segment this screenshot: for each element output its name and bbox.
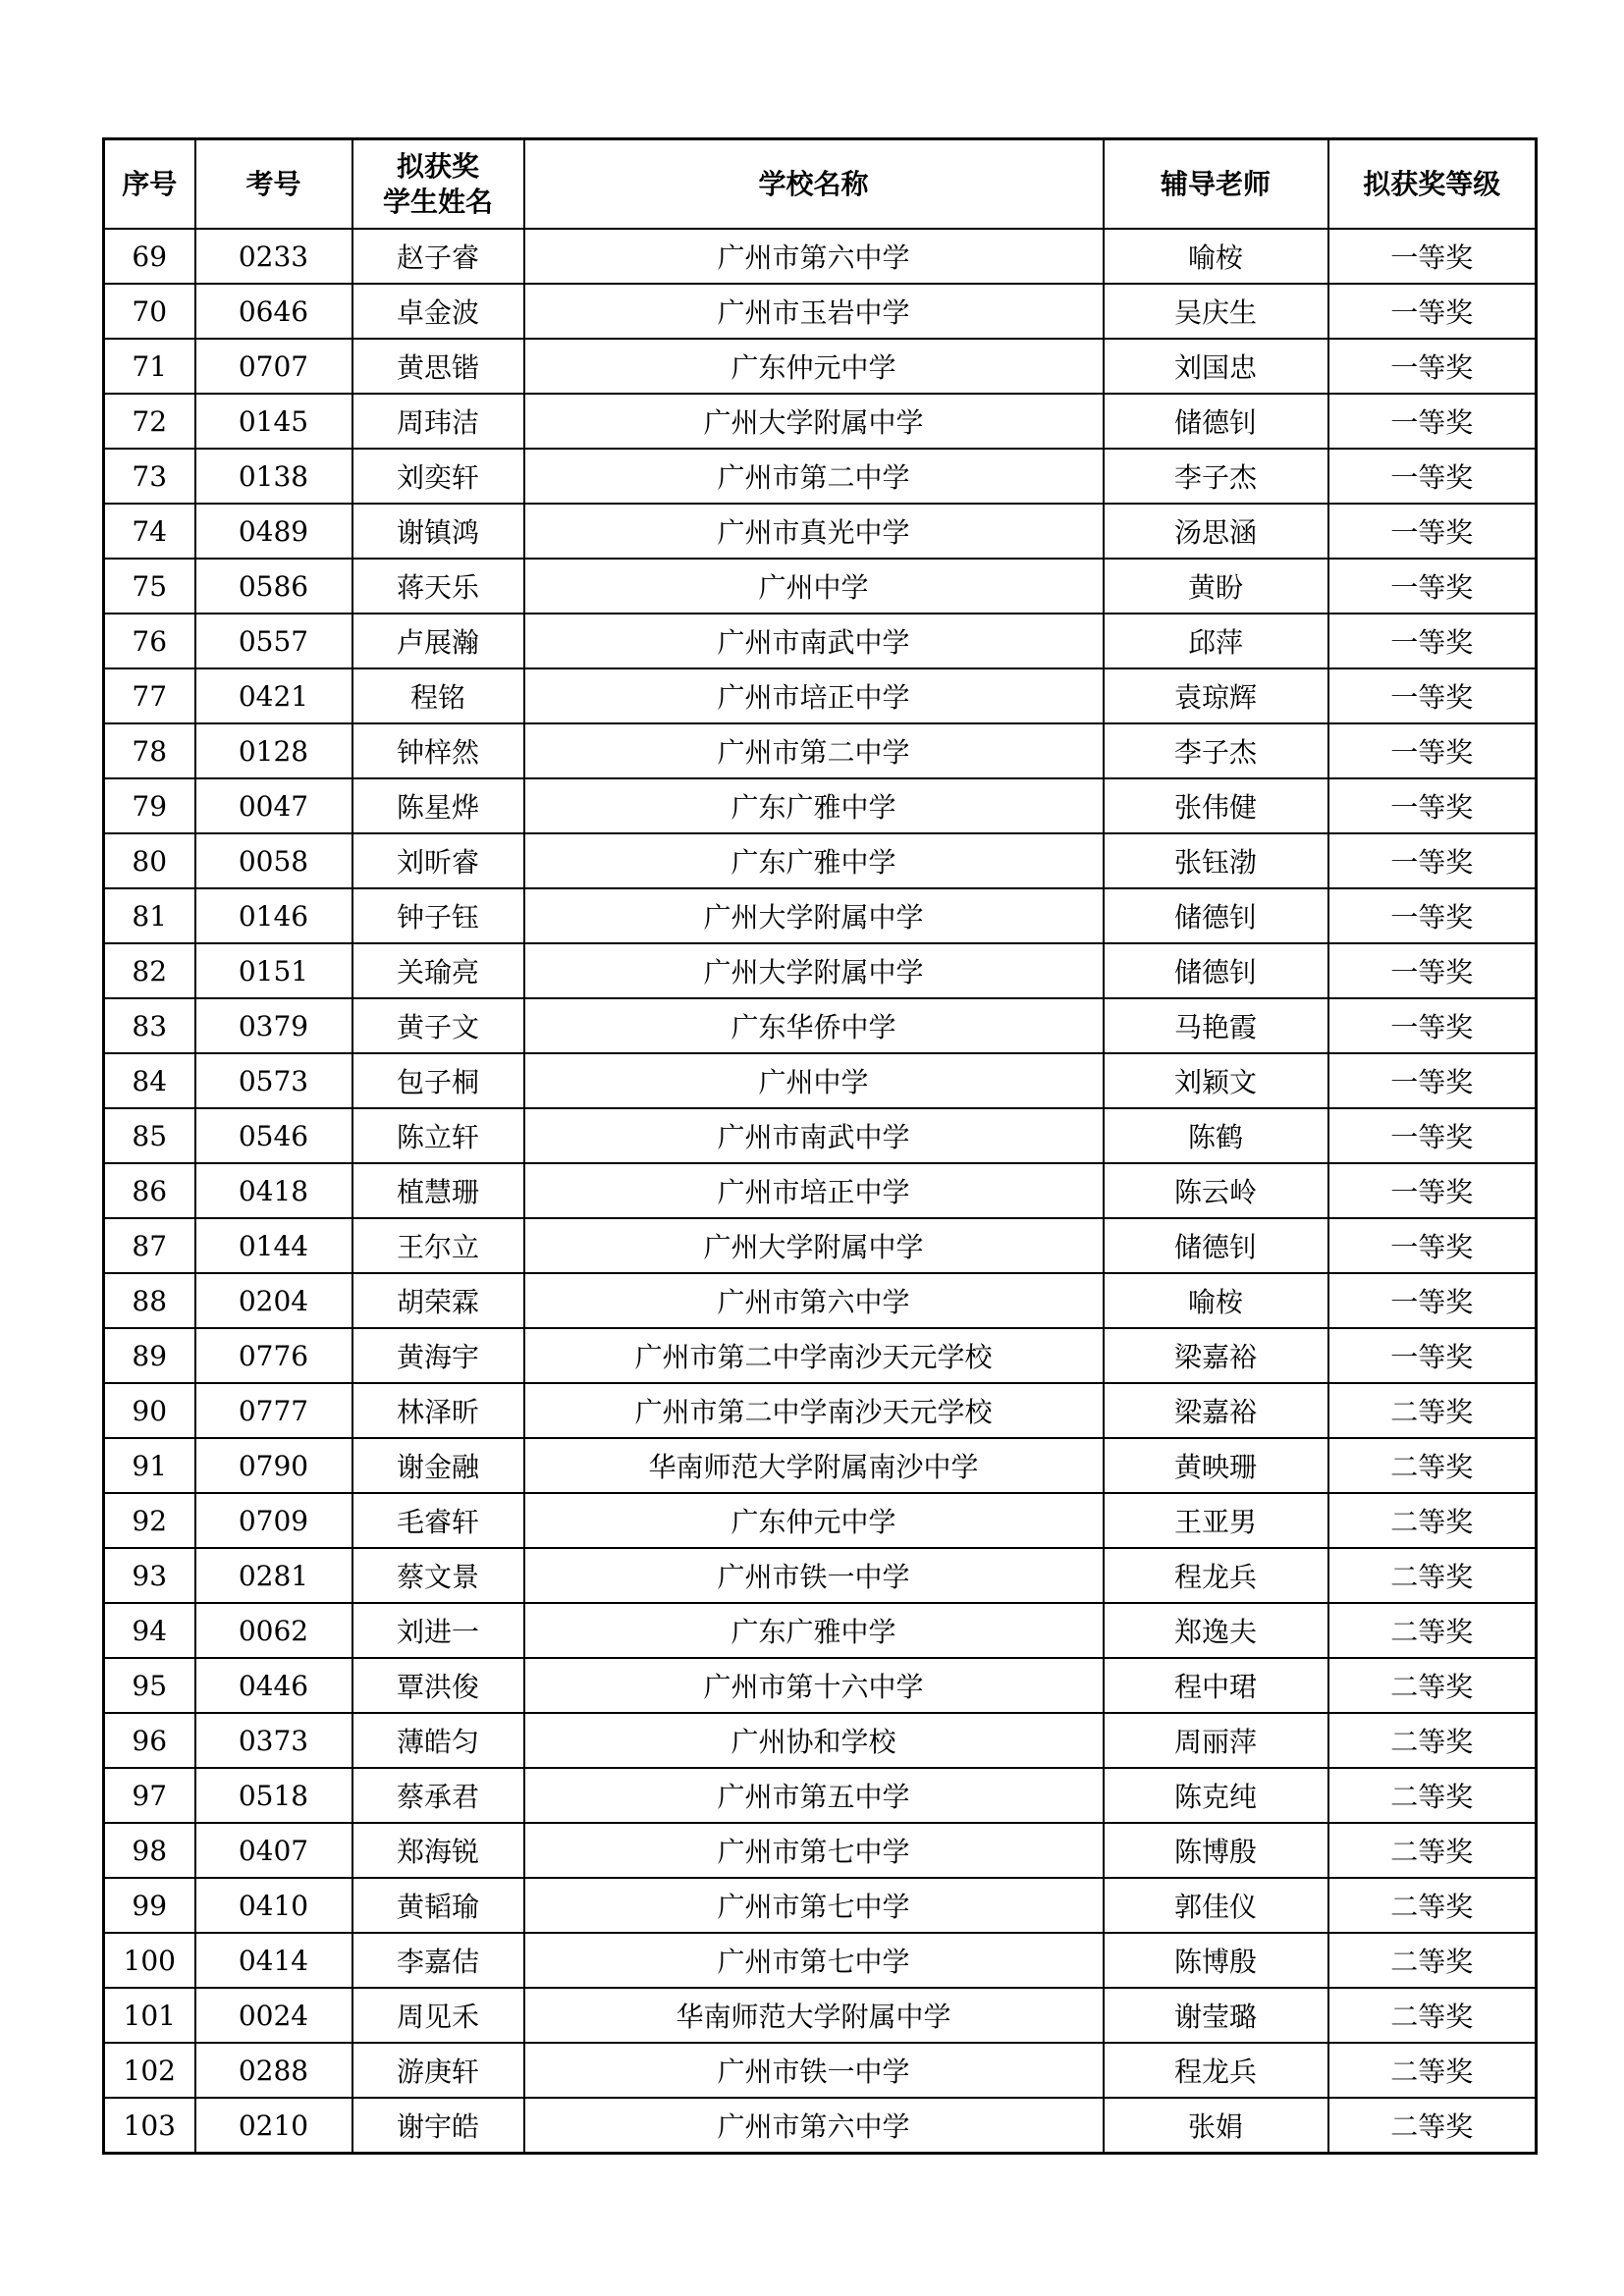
cell-school: 广州市第六中学 xyxy=(524,2098,1104,2154)
cell-student-name: 周玮洁 xyxy=(352,394,524,449)
cell-award-level: 一等奖 xyxy=(1328,394,1537,449)
cell-award-level: 一等奖 xyxy=(1328,998,1537,1053)
cell-award-level: 一等奖 xyxy=(1328,668,1537,723)
cell-school: 广州市第七中学 xyxy=(524,1878,1104,1933)
table-row xyxy=(104,1933,1537,1988)
cell-teacher: 程龙兵 xyxy=(1104,2043,1328,2098)
cell-award-level: 二等奖 xyxy=(1328,1933,1537,1988)
cell-student-name: 关瑜亮 xyxy=(352,943,524,998)
cell-exam-no: 0024 xyxy=(195,1988,352,2043)
cell-seq: 71 xyxy=(104,339,195,394)
cell-teacher: 周丽萍 xyxy=(1104,1713,1328,1768)
table-row xyxy=(104,1053,1537,1108)
cell-school: 广州大学附属中学 xyxy=(524,943,1104,998)
header-award-level: 拟获奖等级 xyxy=(1328,139,1537,230)
cell-award-level: 一等奖 xyxy=(1328,943,1537,998)
cell-seq: 96 xyxy=(104,1713,195,1768)
cell-student-name: 谢镇鸿 xyxy=(352,504,524,559)
cell-exam-no: 0707 xyxy=(195,339,352,394)
cell-seq: 86 xyxy=(104,1163,195,1218)
cell-seq: 82 xyxy=(104,943,195,998)
cell-teacher: 储德钊 xyxy=(1104,943,1328,998)
cell-teacher: 吴庆生 xyxy=(1104,284,1328,339)
cell-seq: 78 xyxy=(104,723,195,778)
cell-award-level: 二等奖 xyxy=(1328,1768,1537,1823)
table-row xyxy=(104,394,1537,449)
cell-school: 广州市真光中学 xyxy=(524,504,1104,559)
table-row xyxy=(104,1438,1537,1493)
cell-student-name: 陈星烨 xyxy=(352,778,524,833)
cell-student-name: 蔡承君 xyxy=(352,1768,524,1823)
cell-seq: 90 xyxy=(104,1383,195,1438)
award-list-table xyxy=(102,137,1538,2155)
cell-student-name: 薄皓匀 xyxy=(352,1713,524,1768)
cell-teacher: 喻桉 xyxy=(1104,1273,1328,1328)
cell-award-level: 一等奖 xyxy=(1328,229,1537,284)
cell-student-name: 谢金融 xyxy=(352,1438,524,1493)
cell-student-name: 卓金波 xyxy=(352,284,524,339)
cell-teacher: 储德钊 xyxy=(1104,394,1328,449)
table-row xyxy=(104,778,1537,833)
cell-student-name: 卢展瀚 xyxy=(352,614,524,668)
cell-school: 广州市铁一中学 xyxy=(524,1548,1104,1603)
cell-exam-no: 0410 xyxy=(195,1878,352,1933)
table-row xyxy=(104,1328,1537,1383)
cell-school: 广州市第二中学南沙天元学校 xyxy=(524,1328,1104,1383)
cell-student-name: 谢宇皓 xyxy=(352,2098,524,2154)
cell-seq: 77 xyxy=(104,668,195,723)
cell-school: 广州中学 xyxy=(524,559,1104,614)
header-student-name-line1: 拟获奖 xyxy=(396,149,479,183)
cell-seq: 102 xyxy=(104,2043,195,2098)
cell-school: 广州市南武中学 xyxy=(524,614,1104,668)
cell-exam-no: 0151 xyxy=(195,943,352,998)
cell-award-level: 一等奖 xyxy=(1328,888,1537,943)
cell-student-name: 刘奕轩 xyxy=(352,449,524,504)
cell-student-name: 赵子睿 xyxy=(352,229,524,284)
cell-school: 广东广雅中学 xyxy=(524,1603,1104,1658)
cell-teacher: 梁嘉裕 xyxy=(1104,1383,1328,1438)
cell-seq: 100 xyxy=(104,1933,195,1988)
header-school: 学校名称 xyxy=(524,139,1104,230)
cell-seq: 98 xyxy=(104,1823,195,1878)
cell-award-level: 二等奖 xyxy=(1328,2098,1537,2154)
table-row xyxy=(104,1273,1537,1328)
cell-school: 广州中学 xyxy=(524,1053,1104,1108)
cell-school: 广州市第五中学 xyxy=(524,1768,1104,1823)
cell-student-name: 黄韬瑜 xyxy=(352,1878,524,1933)
table-row xyxy=(104,2098,1537,2154)
cell-seq: 97 xyxy=(104,1768,195,1823)
cell-award-level: 一等奖 xyxy=(1328,1328,1537,1383)
cell-exam-no: 0586 xyxy=(195,559,352,614)
cell-award-level: 一等奖 xyxy=(1328,1218,1537,1273)
cell-student-name: 周见禾 xyxy=(352,1988,524,2043)
cell-student-name: 王尔立 xyxy=(352,1218,524,1273)
cell-school: 广州市培正中学 xyxy=(524,668,1104,723)
cell-exam-no: 0790 xyxy=(195,1438,352,1493)
cell-teacher: 刘国忠 xyxy=(1104,339,1328,394)
cell-exam-no: 0144 xyxy=(195,1218,352,1273)
cell-school: 广州协和学校 xyxy=(524,1713,1104,1768)
cell-exam-no: 0210 xyxy=(195,2098,352,2154)
cell-exam-no: 0557 xyxy=(195,614,352,668)
cell-teacher: 王亚男 xyxy=(1104,1493,1328,1548)
table-row xyxy=(104,559,1537,614)
cell-exam-no: 0418 xyxy=(195,1163,352,1218)
cell-seq: 81 xyxy=(104,888,195,943)
cell-seq: 84 xyxy=(104,1053,195,1108)
cell-seq: 91 xyxy=(104,1438,195,1493)
cell-student-name: 陈立轩 xyxy=(352,1108,524,1163)
cell-seq: 85 xyxy=(104,1108,195,1163)
cell-exam-no: 0573 xyxy=(195,1053,352,1108)
cell-teacher: 喻桉 xyxy=(1104,229,1328,284)
cell-teacher: 马艳霞 xyxy=(1104,998,1328,1053)
cell-teacher: 袁琼辉 xyxy=(1104,668,1328,723)
cell-school: 广东广雅中学 xyxy=(524,778,1104,833)
cell-award-level: 二等奖 xyxy=(1328,1438,1537,1493)
cell-seq: 92 xyxy=(104,1493,195,1548)
header-teacher: 辅导老师 xyxy=(1104,139,1328,230)
cell-teacher: 陈克纯 xyxy=(1104,1768,1328,1823)
cell-seq: 101 xyxy=(104,1988,195,2043)
cell-exam-no: 0646 xyxy=(195,284,352,339)
cell-teacher: 黄映珊 xyxy=(1104,1438,1328,1493)
cell-school: 广州市第六中学 xyxy=(524,229,1104,284)
cell-school: 广州大学附属中学 xyxy=(524,394,1104,449)
cell-seq: 73 xyxy=(104,449,195,504)
cell-exam-no: 0146 xyxy=(195,888,352,943)
cell-teacher: 储德钊 xyxy=(1104,1218,1328,1273)
cell-award-level: 二等奖 xyxy=(1328,2043,1537,2098)
cell-exam-no: 0777 xyxy=(195,1383,352,1438)
cell-school: 广州市玉岩中学 xyxy=(524,284,1104,339)
cell-exam-no: 0145 xyxy=(195,394,352,449)
cell-school: 华南师范大学附属中学 xyxy=(524,1988,1104,2043)
cell-school: 华南师范大学附属南沙中学 xyxy=(524,1438,1104,1493)
cell-exam-no: 0776 xyxy=(195,1328,352,1383)
table-row xyxy=(104,888,1537,943)
cell-award-level: 二等奖 xyxy=(1328,1988,1537,2043)
cell-exam-no: 0446 xyxy=(195,1658,352,1713)
table-row xyxy=(104,284,1537,339)
table-row xyxy=(104,1108,1537,1163)
cell-student-name: 蒋天乐 xyxy=(352,559,524,614)
cell-award-level: 一等奖 xyxy=(1328,284,1537,339)
cell-teacher: 黄盼 xyxy=(1104,559,1328,614)
cell-school: 广州大学附属中学 xyxy=(524,888,1104,943)
cell-exam-no: 0047 xyxy=(195,778,352,833)
cell-award-level: 一等奖 xyxy=(1328,339,1537,394)
cell-seq: 75 xyxy=(104,559,195,614)
cell-student-name: 包子桐 xyxy=(352,1053,524,1108)
cell-teacher: 储德钊 xyxy=(1104,888,1328,943)
cell-teacher: 刘颖文 xyxy=(1104,1053,1328,1108)
table-row xyxy=(104,339,1537,394)
table-row xyxy=(104,1823,1537,1878)
cell-school: 广东广雅中学 xyxy=(524,833,1104,888)
cell-student-name: 黄海宇 xyxy=(352,1328,524,1383)
cell-teacher: 邱萍 xyxy=(1104,614,1328,668)
table-row xyxy=(104,723,1537,778)
cell-teacher: 陈博殷 xyxy=(1104,1823,1328,1878)
cell-award-level: 二等奖 xyxy=(1328,1878,1537,1933)
cell-award-level: 一等奖 xyxy=(1328,1273,1537,1328)
cell-school: 广州市第二中学 xyxy=(524,449,1104,504)
table-row xyxy=(104,449,1537,504)
cell-teacher: 陈云岭 xyxy=(1104,1163,1328,1218)
cell-student-name: 黄思锴 xyxy=(352,339,524,394)
cell-exam-no: 0138 xyxy=(195,449,352,504)
cell-teacher: 张伟健 xyxy=(1104,778,1328,833)
cell-teacher: 程中珺 xyxy=(1104,1658,1328,1713)
cell-award-level: 二等奖 xyxy=(1328,1383,1537,1438)
cell-exam-no: 0281 xyxy=(195,1548,352,1603)
cell-award-level: 一等奖 xyxy=(1328,559,1537,614)
cell-student-name: 植慧珊 xyxy=(352,1163,524,1218)
cell-exam-no: 0546 xyxy=(195,1108,352,1163)
cell-student-name: 钟子钰 xyxy=(352,888,524,943)
cell-award-level: 一等奖 xyxy=(1328,449,1537,504)
cell-student-name: 蔡文景 xyxy=(352,1548,524,1603)
cell-seq: 76 xyxy=(104,614,195,668)
cell-award-level: 二等奖 xyxy=(1328,1823,1537,1878)
table-row xyxy=(104,1218,1537,1273)
cell-school: 广州市第十六中学 xyxy=(524,1658,1104,1713)
cell-award-level: 二等奖 xyxy=(1328,1548,1537,1603)
cell-school: 广州市第二中学 xyxy=(524,723,1104,778)
cell-teacher: 郑逸夫 xyxy=(1104,1603,1328,1658)
table-row xyxy=(104,1548,1537,1603)
cell-award-level: 一等奖 xyxy=(1328,778,1537,833)
table-row xyxy=(104,1383,1537,1438)
cell-exam-no: 0489 xyxy=(195,504,352,559)
cell-exam-no: 0379 xyxy=(195,998,352,1053)
cell-seq: 99 xyxy=(104,1878,195,1933)
table-body xyxy=(104,229,1537,2154)
cell-school: 广东仲元中学 xyxy=(524,1493,1104,1548)
cell-seq: 69 xyxy=(104,229,195,284)
cell-teacher: 张钰渤 xyxy=(1104,833,1328,888)
header-student-name xyxy=(352,139,524,230)
cell-seq: 83 xyxy=(104,998,195,1053)
cell-seq: 95 xyxy=(104,1658,195,1713)
table-row xyxy=(104,1768,1537,1823)
cell-exam-no: 0204 xyxy=(195,1273,352,1328)
cell-student-name: 郑海锐 xyxy=(352,1823,524,1878)
table-row xyxy=(104,1988,1537,2043)
table-row xyxy=(104,998,1537,1053)
cell-award-level: 一等奖 xyxy=(1328,833,1537,888)
cell-teacher: 梁嘉裕 xyxy=(1104,1328,1328,1383)
table-row xyxy=(104,2043,1537,2098)
cell-exam-no: 0518 xyxy=(195,1768,352,1823)
cell-award-level: 二等奖 xyxy=(1328,1658,1537,1713)
cell-student-name: 覃洪俊 xyxy=(352,1658,524,1713)
cell-seq: 79 xyxy=(104,778,195,833)
cell-award-level: 一等奖 xyxy=(1328,614,1537,668)
cell-student-name: 黄子文 xyxy=(352,998,524,1053)
cell-school: 广东仲元中学 xyxy=(524,339,1104,394)
cell-student-name: 刘昕睿 xyxy=(352,833,524,888)
cell-student-name: 胡荣霖 xyxy=(352,1273,524,1328)
cell-exam-no: 0414 xyxy=(195,1933,352,1988)
cell-student-name: 林泽昕 xyxy=(352,1383,524,1438)
cell-exam-no: 0421 xyxy=(195,668,352,723)
cell-student-name: 刘进一 xyxy=(352,1603,524,1658)
table-row xyxy=(104,504,1537,559)
cell-school: 广州大学附属中学 xyxy=(524,1218,1104,1273)
cell-seq: 72 xyxy=(104,394,195,449)
cell-school: 广州市第七中学 xyxy=(524,1823,1104,1878)
cell-seq: 103 xyxy=(104,2098,195,2154)
cell-award-level: 一等奖 xyxy=(1328,723,1537,778)
table-row xyxy=(104,1163,1537,1218)
cell-seq: 80 xyxy=(104,833,195,888)
header-exam-no: 考号 xyxy=(195,139,352,230)
cell-award-level: 二等奖 xyxy=(1328,1713,1537,1768)
cell-exam-no: 0128 xyxy=(195,723,352,778)
cell-teacher: 谢莹璐 xyxy=(1104,1988,1328,2043)
table-row xyxy=(104,1713,1537,1768)
cell-award-level: 二等奖 xyxy=(1328,1603,1537,1658)
table-header xyxy=(104,139,1537,230)
cell-teacher: 汤思涵 xyxy=(1104,504,1328,559)
cell-student-name: 李嘉佶 xyxy=(352,1933,524,1988)
table-row xyxy=(104,943,1537,998)
table-row xyxy=(104,614,1537,668)
cell-exam-no: 0407 xyxy=(195,1823,352,1878)
cell-student-name: 游庚轩 xyxy=(352,2043,524,2098)
cell-school: 广州市第二中学南沙天元学校 xyxy=(524,1383,1104,1438)
cell-seq: 88 xyxy=(104,1273,195,1328)
cell-teacher: 程龙兵 xyxy=(1104,1548,1328,1603)
cell-award-level: 一等奖 xyxy=(1328,504,1537,559)
cell-school: 广州市培正中学 xyxy=(524,1163,1104,1218)
cell-school: 广州市南武中学 xyxy=(524,1108,1104,1163)
table-row xyxy=(104,1658,1537,1713)
table-row xyxy=(104,668,1537,723)
cell-seq: 74 xyxy=(104,504,195,559)
cell-seq: 87 xyxy=(104,1218,195,1273)
header-row xyxy=(104,139,1537,230)
header-student-name-line2: 学生姓名 xyxy=(382,185,493,218)
cell-award-level: 二等奖 xyxy=(1328,1493,1537,1548)
cell-school: 广州市铁一中学 xyxy=(524,2043,1104,2098)
cell-exam-no: 0058 xyxy=(195,833,352,888)
table-row xyxy=(104,1878,1537,1933)
cell-seq: 94 xyxy=(104,1603,195,1658)
cell-school: 广东华侨中学 xyxy=(524,998,1104,1053)
cell-teacher: 李子杰 xyxy=(1104,723,1328,778)
cell-seq: 93 xyxy=(104,1548,195,1603)
cell-exam-no: 0373 xyxy=(195,1713,352,1768)
cell-teacher: 陈鹤 xyxy=(1104,1108,1328,1163)
cell-exam-no: 0288 xyxy=(195,2043,352,2098)
cell-teacher: 李子杰 xyxy=(1104,449,1328,504)
cell-exam-no: 0709 xyxy=(195,1493,352,1548)
cell-exam-no: 0062 xyxy=(195,1603,352,1658)
cell-award-level: 一等奖 xyxy=(1328,1053,1537,1108)
cell-award-level: 一等奖 xyxy=(1328,1108,1537,1163)
cell-school: 广州市第六中学 xyxy=(524,1273,1104,1328)
header-seq: 序号 xyxy=(104,139,195,230)
cell-seq: 70 xyxy=(104,284,195,339)
cell-student-name: 钟梓然 xyxy=(352,723,524,778)
cell-teacher: 郭佳仪 xyxy=(1104,1878,1328,1933)
cell-school: 广州市第七中学 xyxy=(524,1933,1104,1988)
cell-exam-no: 0233 xyxy=(195,229,352,284)
cell-teacher: 陈博殷 xyxy=(1104,1933,1328,1988)
cell-seq: 89 xyxy=(104,1328,195,1383)
table-row xyxy=(104,229,1537,284)
cell-teacher: 张娟 xyxy=(1104,2098,1328,2154)
table-row xyxy=(104,833,1537,888)
cell-student-name: 程铭 xyxy=(352,668,524,723)
cell-award-level: 一等奖 xyxy=(1328,1163,1537,1218)
table-row xyxy=(104,1493,1537,1548)
table-row xyxy=(104,1603,1537,1658)
cell-student-name: 毛睿轩 xyxy=(352,1493,524,1548)
